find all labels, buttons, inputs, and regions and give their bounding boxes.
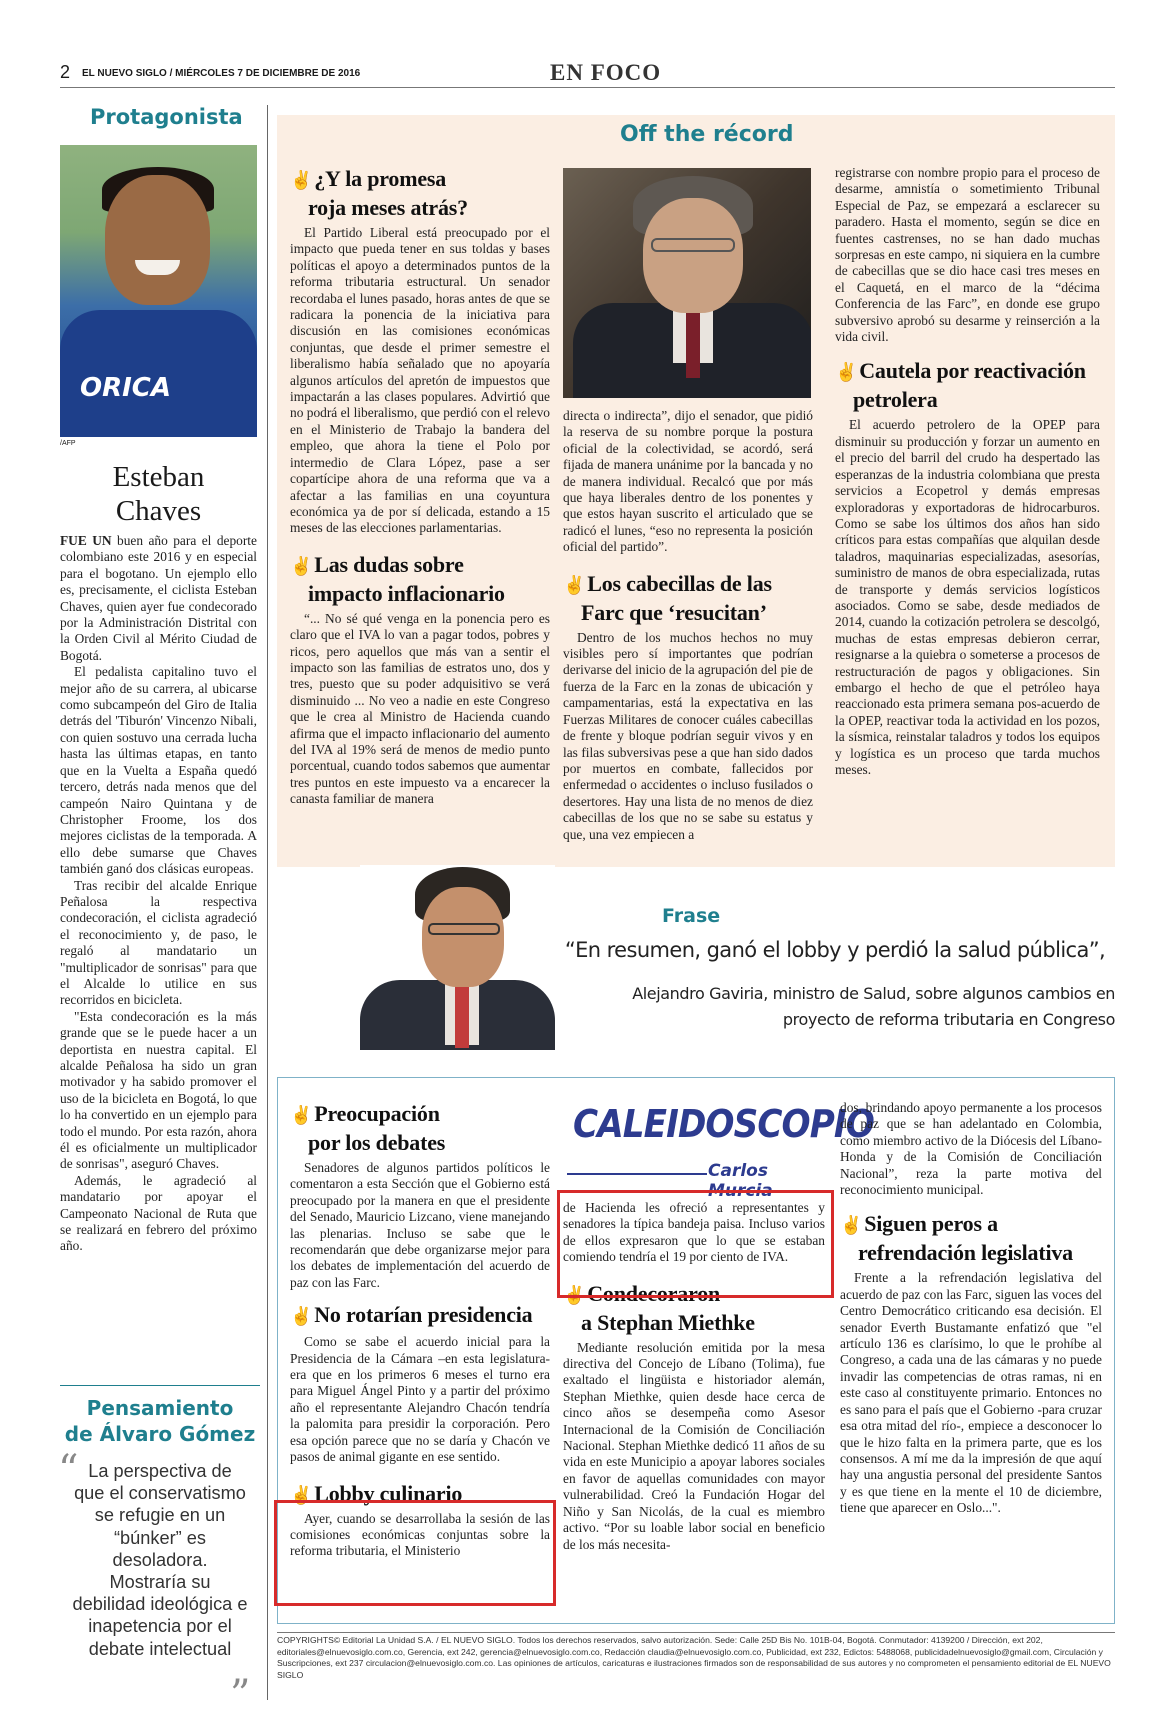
frase-attribution: Alejandro Gaviria, ministro de Salud, sobre algunos cambios en proyecto de reforma tributaria en Congreso (632, 984, 1115, 1029)
section-title: EN FOCO (550, 60, 662, 85)
headline-presidencia: ✌No rotarían presidencia (290, 1302, 533, 1328)
frase-quote: “En resumen, ganó el lobby y perdió la salud pública”, (564, 938, 1106, 962)
copyright-footer: COPYRIGHTS© Editorial La Unidad S.A. / EL NUEVO SIGLO. Todos los derechos reservados, salvo autorización. Sede: Calle 25D Bis No. 101B-04, Bogotá. Conmutador: 4139200 / Dirección, ext 202, editoriales@elnuevosiglo.com.co, Gerencia, ext 242, gerencia@elnuevosiglo.com.co, Redacción claudia@elnuevosiglo.com.co, Publicidad, ext 232, Edictos: 5488068, publicidadelnuevosiglo@gmail.com, Circulación y Suscripciones, ext 237 circulacion@elnuevosiglo.com.co. Las opiniones de artículos, caricaturas e ilustraciones firmados son de responsabilidad de sus autores y no comprometen el pensamiento editorial de EL NUEVO SIGLO (277, 1635, 1111, 1680)
victory-hand-icon: ✌ (840, 1215, 863, 1236)
victory-hand-icon: ✌ (835, 362, 858, 383)
article-petrolera: El acuerdo petrolero de la OPEP para disminuir su producción y forzar un aumento en el precio del barril del crudo ha despertado las esperanzas de la industria colombiana que presta servicios a Ecopetrol y demás empresas exploradoras y exportadoras de hidrocarburos. Como se sabe los últimos dos años han sido críticos para estas compañías que alquilan desde taladros, maquinarias especializadas, asesorías, suministro de manos de obra especializada, rutas de transporte y demás servicios logísticos asociados. Como se sabe, desde mediados de 2014, cuando la cotización petrolera se descolgó, muchas de estas empresas debieron cerrar, resignarse a la quiebra o someterse a procesos de restructuración de pagos y obligaciones. Sin embargo el hecho de que el petróleo haya reaccionado esta primera semana pos-acuerdo de la OPEP, reactivar toda la actividad en los pozos, la sísmica, reinstalar taladros y todos los equipos y logística es un proceso que tarda muchos meses. (835, 417, 1100, 777)
off-the-record-title: Off the récord (620, 122, 794, 147)
cal-column-3 (840, 1100, 1102, 1517)
jersey-logo: ORICA (80, 373, 171, 403)
protagonista-label: Protagonista (90, 105, 243, 129)
article-dudas: “... No sé qué venga en la ponencia pero es claro que el IVA lo van a pagar todos, pobres y ricos, pero aquellos que más van a sentir el impacto son las familias de estratos uno, dos y tres, puesto que su poder adquisitivo se verá disminuido ... No veo a nadie en este Congreso que le crea al Ministro de Hacienda cuando afirma que el impacto inflacionario del aumento del IVA al 19% será de menos de medio punto porcentual, cuando todos sabemos que aumentar tres puntos en este impuesto va a encarecer la canasta familiar de manera (290, 610, 550, 807)
headline-promesa: ✌¿Y la promesa roja meses atrás? (290, 166, 468, 220)
protagonista-column (58, 105, 260, 1718)
pensamiento-title: Pensamiento de Álvaro Gómez (64, 1396, 256, 1446)
footer-rule (277, 1632, 1115, 1633)
headline-lobby: ✌Lobby culinario (290, 1480, 463, 1506)
profile-name (60, 460, 257, 528)
victory-hand-icon: ✌ (290, 1484, 313, 1505)
photo-credit: /AFP (60, 440, 76, 447)
article-promesa: El Partido Liberal está preocupado por el impacto que pueda tener en sus toldas y bases políticas el apoyo a determinados puntos de la reforma tributaria estructural. Un senador recordaba el lunes pasado, horas antes de que se radicara la ponencia de la iniciativa para discusión en las comisiones económicas conjuntas, que desde el primer semestre el liberalismo había señalado que no apoyaría algunos artículos del apretón de impuestos que impactarán a las clases populares. Advirtió que no podrá el liberalismo, que perdió con el relevo en el Ministerio de Trabajo la bandera del empleo, que ahora la tiene el Polo por intermedio de Clara López, pase a ser copartícipe ahora de una reforma que va a afectar a las familias en una coyuntura económica ya de por sí delicada, estando a 15 meses de las elecciones parlamentarias. (290, 225, 550, 536)
article-preocupacion: Senadores de algunos partidos políticos le comentaron a esta Sección que el Gobierno está preocupado por la manera en que el presidente del Senado, Mauricio Lizcano, viene manejando las plenarias. Incluso se sabe que le recomendarán que debe organizarse mejor para los debates de implementación del acuerdo de paz con las Farc. (290, 1160, 550, 1290)
newspaper-dateline: EL NUEVO SIGLO / MIÉRCOLES 7 DE DICIEMBRE DE 2016 (82, 68, 361, 79)
minister-photo (360, 865, 555, 1050)
article-bandeja: de Hacienda les ofreció a representantes y senadores la típica bandeja paisa. Incluso varios de ellos expresaron que lo que se estaban comiendo tendría el 19 por ciento de IVA. (563, 1200, 825, 1265)
victory-hand-icon: ✌ (290, 170, 313, 190)
headline-dudas: ✌Las dudas sobre impacto inflacionario (290, 551, 505, 606)
column-divider (267, 105, 268, 1700)
pensamiento-quote: La perspectiva de que el conservatismo se refugie en un “búnker” es desoladora. Mostraría su debilidad ideológica e inapetencia por el debate intelectual (72, 1461, 248, 1659)
victory-hand-icon: ✌ (563, 1284, 586, 1305)
frase-label: Frase (662, 905, 721, 927)
victory-hand-icon: ✌ (563, 574, 586, 595)
victory-hand-icon: ✌ (290, 555, 313, 576)
otr-column-1 (290, 165, 550, 808)
close-quote-icon: ” (230, 1672, 251, 1718)
masthead (60, 62, 1115, 88)
divider (60, 1385, 260, 1386)
name-line-2: Chaves (115, 495, 202, 527)
article-desarme: registrarse con nombre propio para el proceso de desarme, amnistía o sometimiento Tribunal Especial de Paz, se empezará a esclarecer su paradero. Hasta el momento, según se dice en fuentes castrenses, no se han dado muchas sorpresas en este campo, ni siquiera en la cumbre de cabecillas que se dio hace casi tres meses en el Caquetá, en el marco de la “décima Conferencia de las Farc”, en donde ese grupo subversivo aprobó su desarme y reinserción a la vida civil. (835, 165, 1100, 345)
caleidoscopio-logo (563, 1100, 874, 1201)
article-senador: directa o indirecta”, dijo el senador, que pidió la reserva de su nombre porque la postura oficial de la colectividad, se acordó, será fijada de manera unánime por la bancada y no de manera individual. Recalcó que por más que haya liberales dentro de los ponentes y que estos hayan suscrito el articulado que se radicó el lunes, “eso no representa la posición oficial del partido”. (563, 408, 813, 555)
article-refrendacion: Frente a la refrendación legislativa del acuerdo de paz con las Farc, siguen las voces del Centro Democrático criticando esa decisión. El senador Everth Bustamante enfatizó que "el artículo 136 es clarísimo, lo que le prohíbe al Congreso, a cada una de las cámaras y no puede invadir las competencias de otras ramas, ni en este caso al constituyente primario. Entonces no es sano para el país que el Gobierno -para cruzar esa otra mitad del río-, empiece a desconocer lo que le hizo falta en la primera parte, que es los consensos. A mí me da la impresión de que aquí hay una angustia personal del presidente Santos y es que tiene en la mente el 10 de diciembre, tiene que aparecer en Oslo...". (840, 1270, 1102, 1516)
article-presidencia: Como se sabe el acuerdo inicial para la Presidencia de la Cámara –en esta legislatura- era que en los primeros 6 meses el turno era para Miguel Ángel Pinto y a partir del próximo año el representante Alejandro Chacón tendría la palomita para presidir la corporación. Pero esa opción parece que no se daría y Chacón ve pasos de animal gigante en ese sentido. (290, 1334, 550, 1465)
article-cabecillas: Dentro de los muchos hechos no muy visibles pero sí importantes que podrían derivarse del inicio de la agrupación del pie de fuerza de la Farc en la zonas de ubicación y campamentarias, está la expectativa en las Fuerzas Militares de conocer cuáles cabecillas de frente y bloque podrían seguir vivos y en las filas subversivas pese a que han sido dados por muertos en combate, fallecidos por enfermedad o accidentes o incluso fusilados o desertores. Hay una lista de no menos de diez cabecillas de los que no se sabe su estatus y que, una vez empiecen a (563, 629, 813, 842)
headline-refrendacion: ✌Siguen peros a refrendación legislativa (840, 1211, 1073, 1266)
highlight-box-bandeja (557, 1190, 834, 1298)
victory-hand-icon: ✌ (290, 1306, 313, 1327)
lead-word: FUE UN (60, 533, 112, 548)
otr-column-3 (835, 165, 1100, 778)
headline-condecoraron: ✌Condecoraron a Stephan Miethke (563, 1280, 755, 1335)
page-number: 2 (60, 62, 71, 82)
headline-cautela: ✌Cautela por reactivación petrolera (835, 358, 1086, 413)
headline-preocupacion: ✌Preocupación por los debates (290, 1101, 446, 1155)
victory-hand-icon: ✌ (290, 1105, 313, 1125)
article-lobby: Ayer, cuando se desarrollaba la sesión de las comisiones económicas conjuntas sobre la reforma tributaria, el Ministerio (290, 1510, 550, 1559)
senator-photo (563, 168, 811, 398)
caleidoscopio-wordmark: CALEIDOSCOPIO (573, 1102, 874, 1146)
name-line-1: Esteban (112, 461, 205, 493)
frase-block (360, 865, 1115, 1055)
headline-cabecillas: ✌Los cabecillas de las Farc que ‘resucitan’ (563, 570, 772, 625)
highlight-box-lobby (274, 1500, 556, 1606)
article-miethke: Mediante resolución emitida por la mesa directiva del Concejo de Líbano (Tolima), fue exaltado el lingüista e historiador alemán, Stephan Miethke, quien desde hace cerca de cinco años se desempeña como Asesor Internacional de la Comisión de Conciliación Nacional. Stephan Miethke dedicó 11 años de su vida en este Municipio a apoyar labores sociales en favor de aquellas comunidades con mayor vulnerabilidad. Creó la Fundación Hogar del Niño y San Nicolás, de la cual es miembro activo. “Por su loable labor social en beneficio de los más necesita- (563, 1339, 825, 1552)
open-quote-icon: “ (58, 1447, 79, 1493)
cal-column-1 (290, 1100, 550, 1560)
protagonista-article: FUE UN buen año para el deporte colombiano este 2016 y en especial para el bogotano. Un ejemplo ello es, precisamente, el ciclista Esteban Chaves, quien ayer fue condecorado por la Administración Distrital con la Orden Civil al Mérito Ciudad de Bogotá. El pedalista capitalino tuvo el mejor año de su carrera, al ubicarse como subcampeón del Giro de Italia detrás del 'Tiburón' Vincenzo Nibali, con quien sostuvo una cerrada lucha hasta las últimas etapas, en tanto que en la Vuelta a España quedó tercero, detrás nada menos que del campeón Nairo Quintana y de Christopher Froome, los dos mejores ciclistas de la temporada. A ello debe sumarse que Chaves también ganó dos clásicas europeas. Tras recibir del alcalde Enrique Peñalosa la respectiva condecoración, el ciclista agradeció el reconocimiento y, de paso, le regaló al mandatario un "multiplicador de sonrisas" para que el Alcalde lo utilice en sus recorridos en bicicleta. "Esta condecoración es la más grande que se le puede hacer a un deportista en nuestra capital. El alcalde Peñalosa ha sido un gran motivador y ha sabido promover el uso de la bicicleta en Bogotá, lo que lo ha convertido en un ejemplo para todo el mundo. Por esta razón, ahora él es oficialmente un multiplicador de sonrisas", aseguró Chaves. Además, le agradeció al mandatario por apoyar el Campeonato Nacional de Ruta que se realizará en febrero del próximo año. (60, 533, 257, 1254)
article-reconocimiento: dos, brindando apoyo permanente a los procesos de paz que se han adelantado en Colombia, como miembro activo de la Diócesis del Líbano- Honda y de la Comisión de Conciliación Nacional”, reza la parte motiva del reconocimiento municipal. (840, 1100, 1102, 1198)
author-byline: Carlos Murcia (708, 1161, 773, 1201)
cyclist-photo (60, 145, 257, 437)
otr-column-2 (563, 408, 813, 843)
